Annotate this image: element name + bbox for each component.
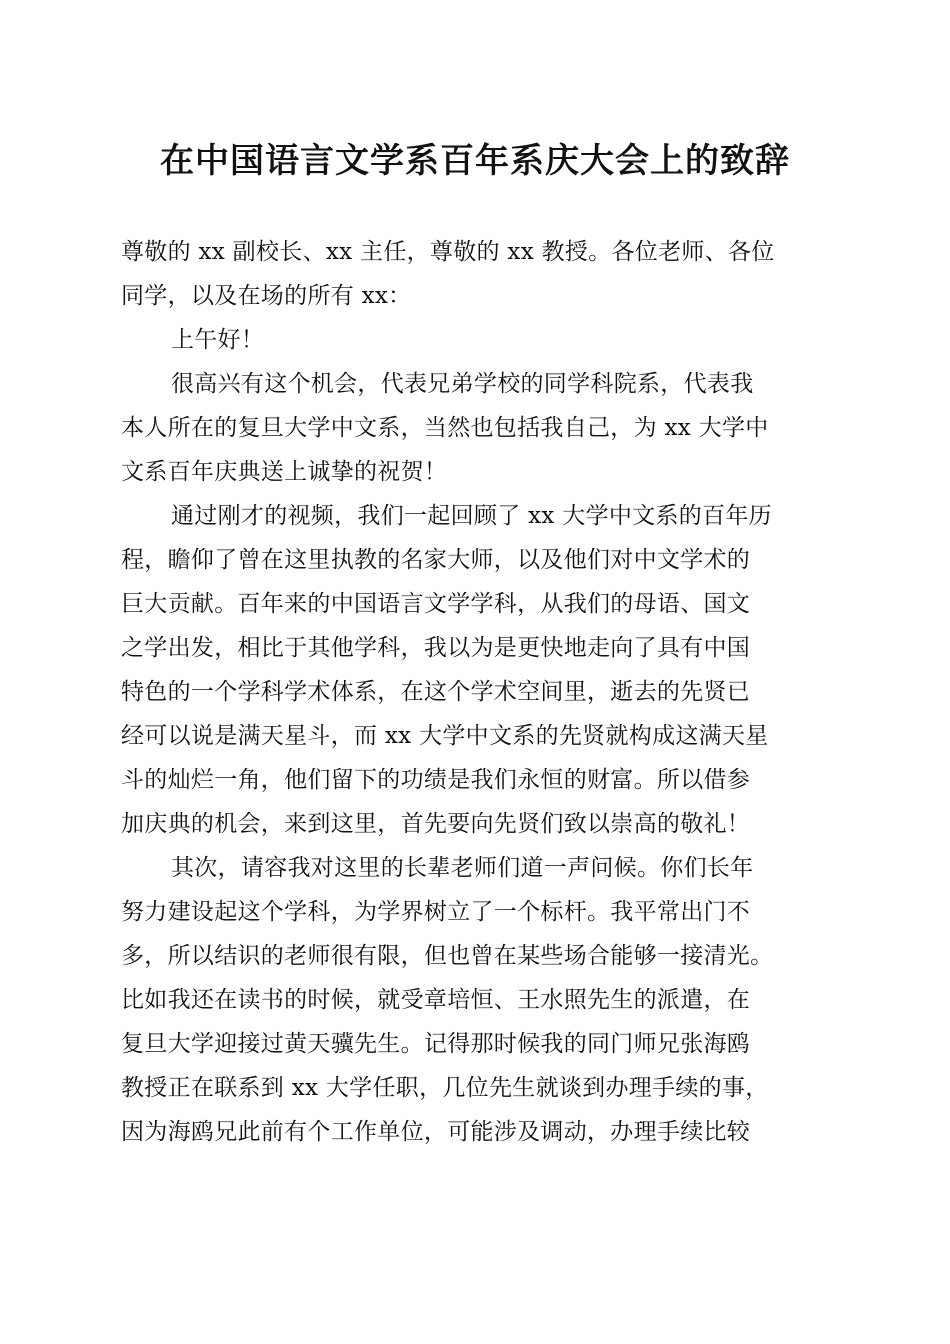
text-line: 文系百年庆典送上诚挚的祝贺！ (121, 459, 448, 485)
text-line: 因为海鸥兄此前有个工作单位，可能涉及调动，办理手续比较 (121, 1119, 751, 1145)
text-line: 努力建设起这个学科，为学界树立了一个标杆。我平常出门不 (121, 899, 751, 925)
text-line: 斗的灿烂一角，他们留下的功绩是我们永恒的财富。所以借参 (121, 767, 751, 793)
text-line: 比如我还在读书的时候，就受章培恒、王水照先生的派遣，在 (121, 987, 751, 1013)
text-line: 尊敬的 xx 副校长、xx 主任，尊敬的 xx 教授。各位老师、各位 (121, 239, 775, 265)
text-line: 教授正在联系到 xx 大学任职，几位先生就谈到办理手续的事， (121, 1075, 769, 1101)
text-line: 同学，以及在场的所有 xx： (121, 283, 412, 309)
text-line: 很高兴有这个机会，代表兄弟学校的同学科院系，代表我 (171, 371, 754, 397)
text-line: 上午好！ (171, 327, 265, 353)
text-line: 巨大贡献。百年来的中国语言文学学科，从我们的母语、国文 (121, 591, 751, 617)
text-line: 特色的一个学科学术体系，在这个学术空间里，逝去的先贤已 (121, 679, 751, 705)
text-line: 本人所在的复旦大学中文系，当然也包括我自己，为 xx 大学中 (121, 415, 769, 441)
text-line: 通过刚才的视频，我们一起回顾了 xx 大学中文系的百年历 (171, 503, 772, 529)
document-title: 在中国语言文学系百年系庆大会上的致辞 (160, 141, 790, 181)
text-line: 程，瞻仰了曾在这里执教的名家大师，以及他们对中文学术的 (121, 547, 751, 573)
text-line: 复旦大学迎接过黄天骥先生。记得那时候我的同门师兄张海鸥 (121, 1031, 751, 1057)
text-line: 加庆典的机会，来到这里，首先要向先贤们致以崇高的敬礼！ (121, 811, 751, 837)
text-line: 多，所以结识的老师很有限，但也曾在某些场合能够一接清光。 (121, 943, 774, 969)
text-line: 经可以说是满天星斗，而 xx 大学中文系的先贤就构成这满天星 (121, 723, 769, 749)
text-line: 之学出发，相比于其他学科，我以为是更快地走向了具有中国 (121, 635, 751, 661)
text-line: 其次，请容我对这里的长辈老师们道一声问候。你们长年 (171, 855, 754, 881)
document-body (121, 230, 841, 1154)
